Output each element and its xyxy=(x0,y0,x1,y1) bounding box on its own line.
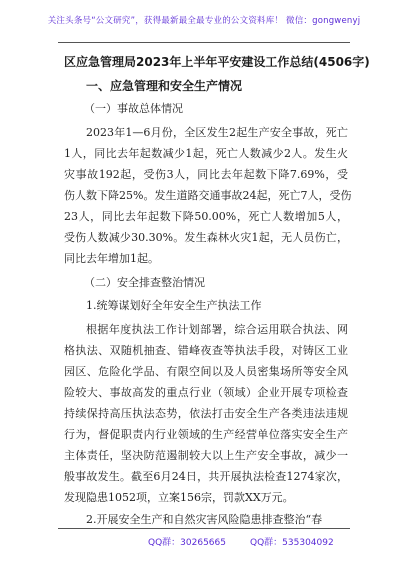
paragraph-2-line: 般事故发生。截至6月24日，共开展执法检查1274家次， xyxy=(64,470,348,483)
paragraph-1-line: 1人，同比去年起数减少1起，死亡人数减少2人。发生火 xyxy=(64,147,348,160)
paragraph-2-line: 格执法、双随机抽查、错峰夜查等执法手段，对铸区工业 xyxy=(64,344,348,357)
paragraph-2-line: 持续保持高压执法态势，依法打击安全生产各类违法违规 xyxy=(64,407,348,420)
paragraph-1-line: 灾事故192起，受伤3人，同比去年起数下降7.69%，受 xyxy=(64,168,348,181)
footer-qq-group-1: QQ群：30265665 xyxy=(148,538,226,548)
subsection-heading-2: （二）安全排查整治情况 xyxy=(84,276,205,289)
paragraph-1-line: 受伤人数减少30.30%。发生森林火灾1起，无人员伤亡， xyxy=(64,231,348,244)
section-heading-1: 一、应急管理和安全生产情况 xyxy=(86,79,243,93)
paragraph-2-line: 险较大、事故高发的重点行业（领域）企业开展专项检查 xyxy=(64,386,348,399)
item-heading-1: 1.统筹谋划好全年安全生产执法工作 xyxy=(86,299,262,312)
paragraph-1-line: 23人，同比去年起数下降50.00%，死亡人数增加5人， xyxy=(64,210,348,223)
document-title: 区应急管理局2023年上半年平安建设工作总结(4506字) xyxy=(64,55,370,69)
paragraph-1-line: 2023年1—6月份，全区发生2起生产安全事故，死亡 xyxy=(86,126,348,139)
paragraph-2-line: 根据年度执法工作计划部署，综合运用联合执法、网 xyxy=(86,323,348,336)
paragraph-2-line: 园区、危险化学品、有限空间以及人员密集场所等安全风 xyxy=(64,365,348,378)
item-heading-2: 2.开展安全生产和自然灾害风险隐患排查整治“春 xyxy=(86,513,323,526)
paragraph-2-line: 行为，督促职责内行业领域的生产经营单位落实安全生产 xyxy=(64,428,348,441)
header-divider xyxy=(58,42,350,43)
footer-divider xyxy=(58,528,350,529)
footer-qq-group-2: QQ群：535304092 xyxy=(250,538,334,548)
header-banner: 关注头条号“公文研究”，获得最新最全最专业的公文资料库！ 微信：gongwenyj xyxy=(47,16,361,26)
paragraph-2-line: 主体责任，坚决防范遏制较大以上生产安全事故，减少一 xyxy=(64,449,348,462)
paragraph-1-line: 同比去年增加1起。 xyxy=(64,252,159,265)
subsection-heading-1: （一）事故总体情况 xyxy=(84,102,183,115)
paragraph-2-line: 发现隐患1052项，立案156宗，罚款XX万元。 xyxy=(64,491,294,504)
paragraph-1-line: 伤人数下降25%。发生道路交通事故24起，死亡7人，受伤 xyxy=(64,189,352,202)
